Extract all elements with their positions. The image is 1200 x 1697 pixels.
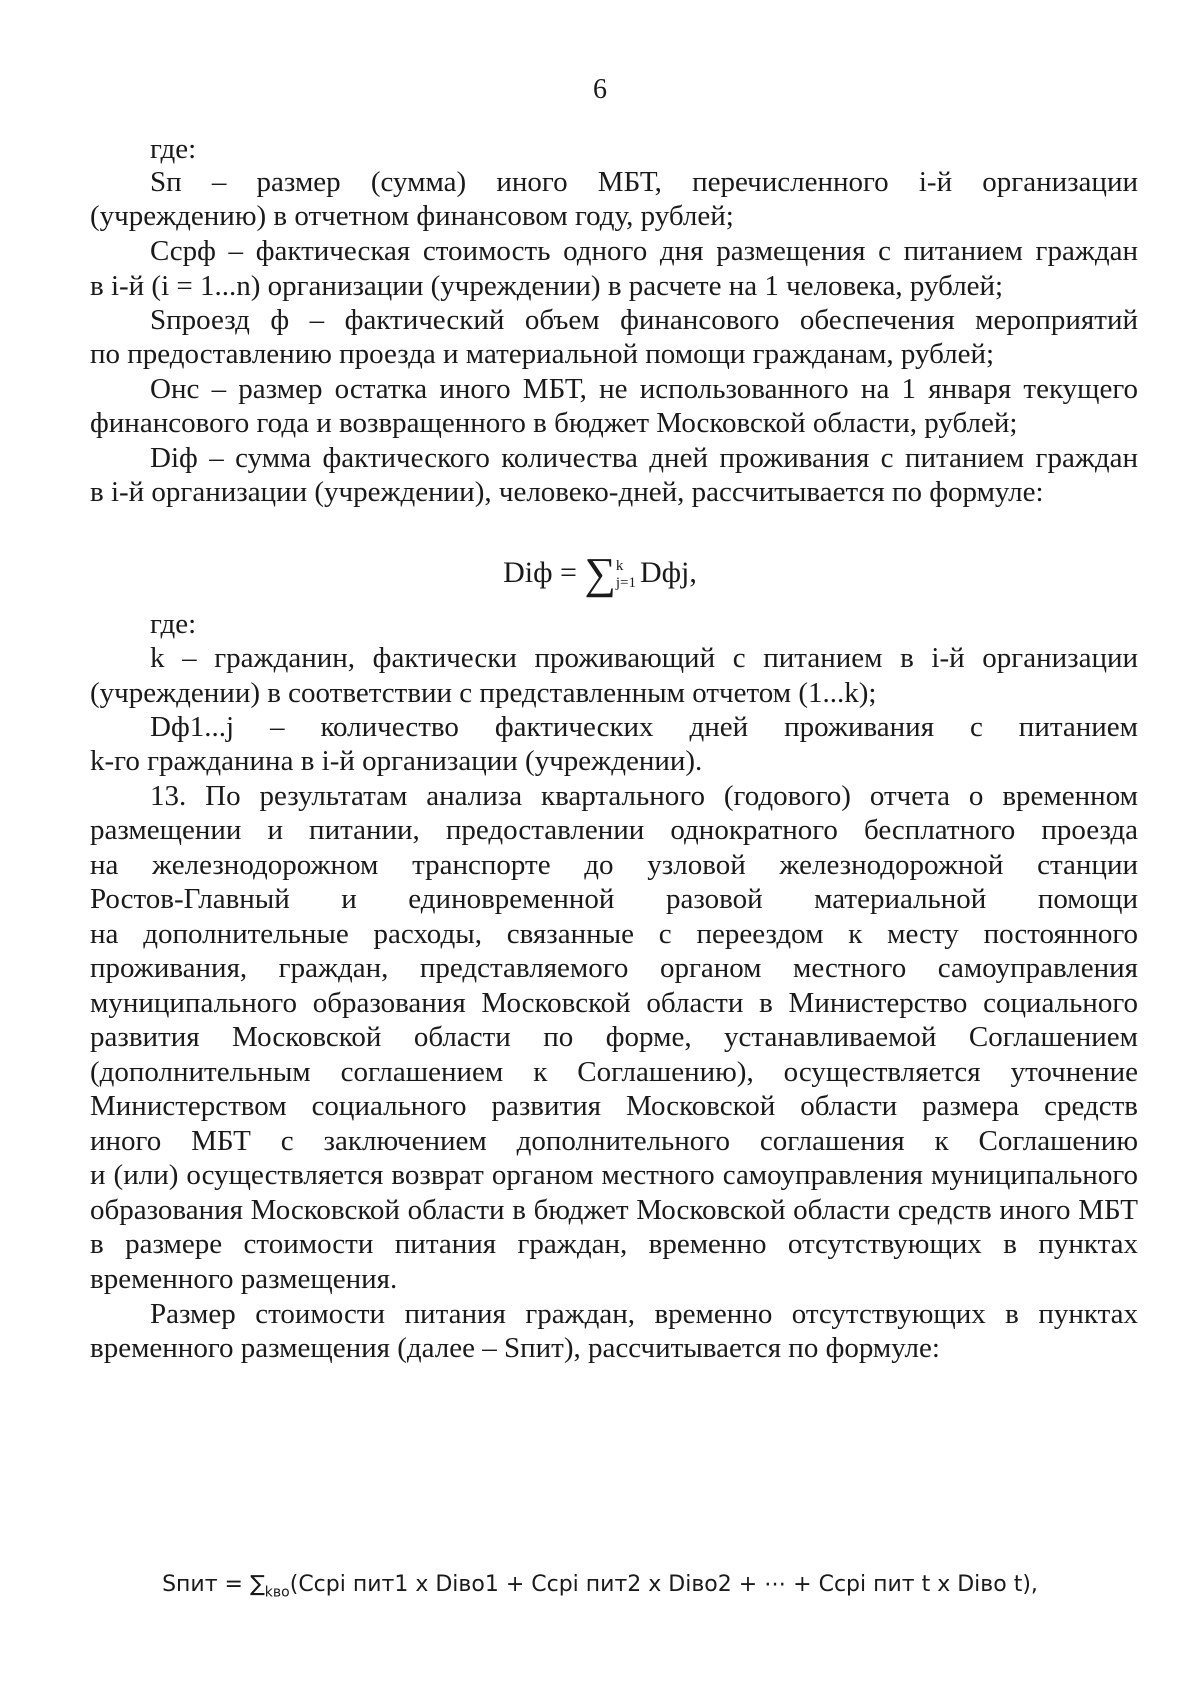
formula-lhs: Diф = (503, 556, 577, 589)
text-line: в i-й (i = 1...n) организации (учреждении) в расчете на 1 человека, рублей; (90, 270, 1004, 302)
text-line: на железнодорожном транспорте до узловой железнодорожной станции (90, 849, 1138, 881)
text-line: муниципального образования Московской области в Министерство социального (90, 987, 1138, 1019)
text-line: k – гражданин, фактически проживающий с питанием в i-й организации (150, 642, 1138, 674)
text-line: иного МБТ с заключением дополнительного соглашения к Соглашению (90, 1125, 1138, 1157)
text-line: по предоставлению проезда и материальной помощи гражданам, рублей; (90, 338, 995, 370)
text-line: (дополнительным соглашением к Соглашению), осуществляется уточнение (90, 1056, 1138, 1088)
text-line: (учреждению) в отчетном финансовом году, рублей; (90, 200, 734, 232)
formula-diph (0, 549, 1200, 598)
text-line: где: (150, 608, 197, 640)
formula-spit (0, 1565, 1200, 1612)
formula2-rhs: (Ссрi пит1 x Diво1 + Ссрi пит2 x Diво2 + ⋯ + Ссрi пит t x Diво t), (289, 1572, 1038, 1597)
text-line: 13. По результатам анализа квартального (годового) отчета о временном (150, 780, 1138, 812)
text-line: Ростов-Главный и единовременной разовой материальной помощи (90, 883, 1138, 915)
text-line: Dф1...j – количество фактических дней проживания с питанием (150, 711, 1138, 743)
text-line: где: (150, 133, 197, 165)
text-line: Ссрф – фактическая стоимость одного дня размещения с питанием граждан (150, 235, 1138, 267)
formula2-lhs: Sпит = ∑ (162, 1572, 265, 1597)
text-line: развития Московской области по форме, устанавливаемой Соглашением (90, 1021, 1138, 1053)
text-line: на дополнительные расходы, связанные с переездом к месту постоянного (90, 918, 1138, 950)
sigma-symbol: ∑ (584, 549, 616, 598)
sum-limits (616, 558, 636, 592)
text-line: образования Московской области в бюджет Московской области средств иного МБТ (90, 1194, 1138, 1226)
text-line: Sпроезд ф – фактический объем финансового обеспечения мероприятий (150, 304, 1138, 336)
text-line: в i-й организации (учреждении), человеко-дней, рассчитывается по формуле: (90, 476, 1044, 508)
sum-lower-limit: j=1 (615, 575, 636, 592)
sum-upper-limit: k (615, 558, 624, 575)
formula-rhs: Dфj, (639, 556, 697, 589)
text-line: размещении и питании, предоставлении однократного бесплатного проезда (90, 814, 1138, 846)
text-line: (учреждении) в соответствии с представленным отчетом (1...k); (90, 677, 877, 709)
text-line: Diф – сумма фактического количества дней проживания с питанием граждан (150, 442, 1138, 474)
text-line: Министерством социального развития Московской области размера средств (90, 1090, 1138, 1122)
page-number: 6 (593, 74, 607, 105)
text-line: в размере стоимости питания граждан, временно отсутствующих в пунктах (90, 1228, 1138, 1260)
text-line: временного размещения (далее – Sпит), рассчитывается по формуле: (90, 1332, 940, 1364)
text-line: финансового года и возвращенного в бюджет Московской области, рублей; (90, 407, 1018, 439)
text-line: и (или) осуществляется возврат органом местного самоуправления муниципального (90, 1159, 1138, 1191)
text-line: проживания, граждан, представляемого органом местного самоуправления (90, 952, 1138, 984)
text-line: Онс – размер остатка иного МБТ, не использованного на 1 января текущего (150, 373, 1138, 405)
text-line: временного размещения. (90, 1263, 398, 1295)
formula2-subscript: kво (264, 1584, 290, 1601)
text-line: Размер стоимости питания граждан, временно отсутствующих в пунктах (150, 1298, 1138, 1330)
text-line: Sп – размер (сумма) иного МБТ, перечисленного i-й организации (150, 166, 1138, 198)
text-line: k-го гражданина в i-й организации (учреждении). (90, 745, 703, 777)
